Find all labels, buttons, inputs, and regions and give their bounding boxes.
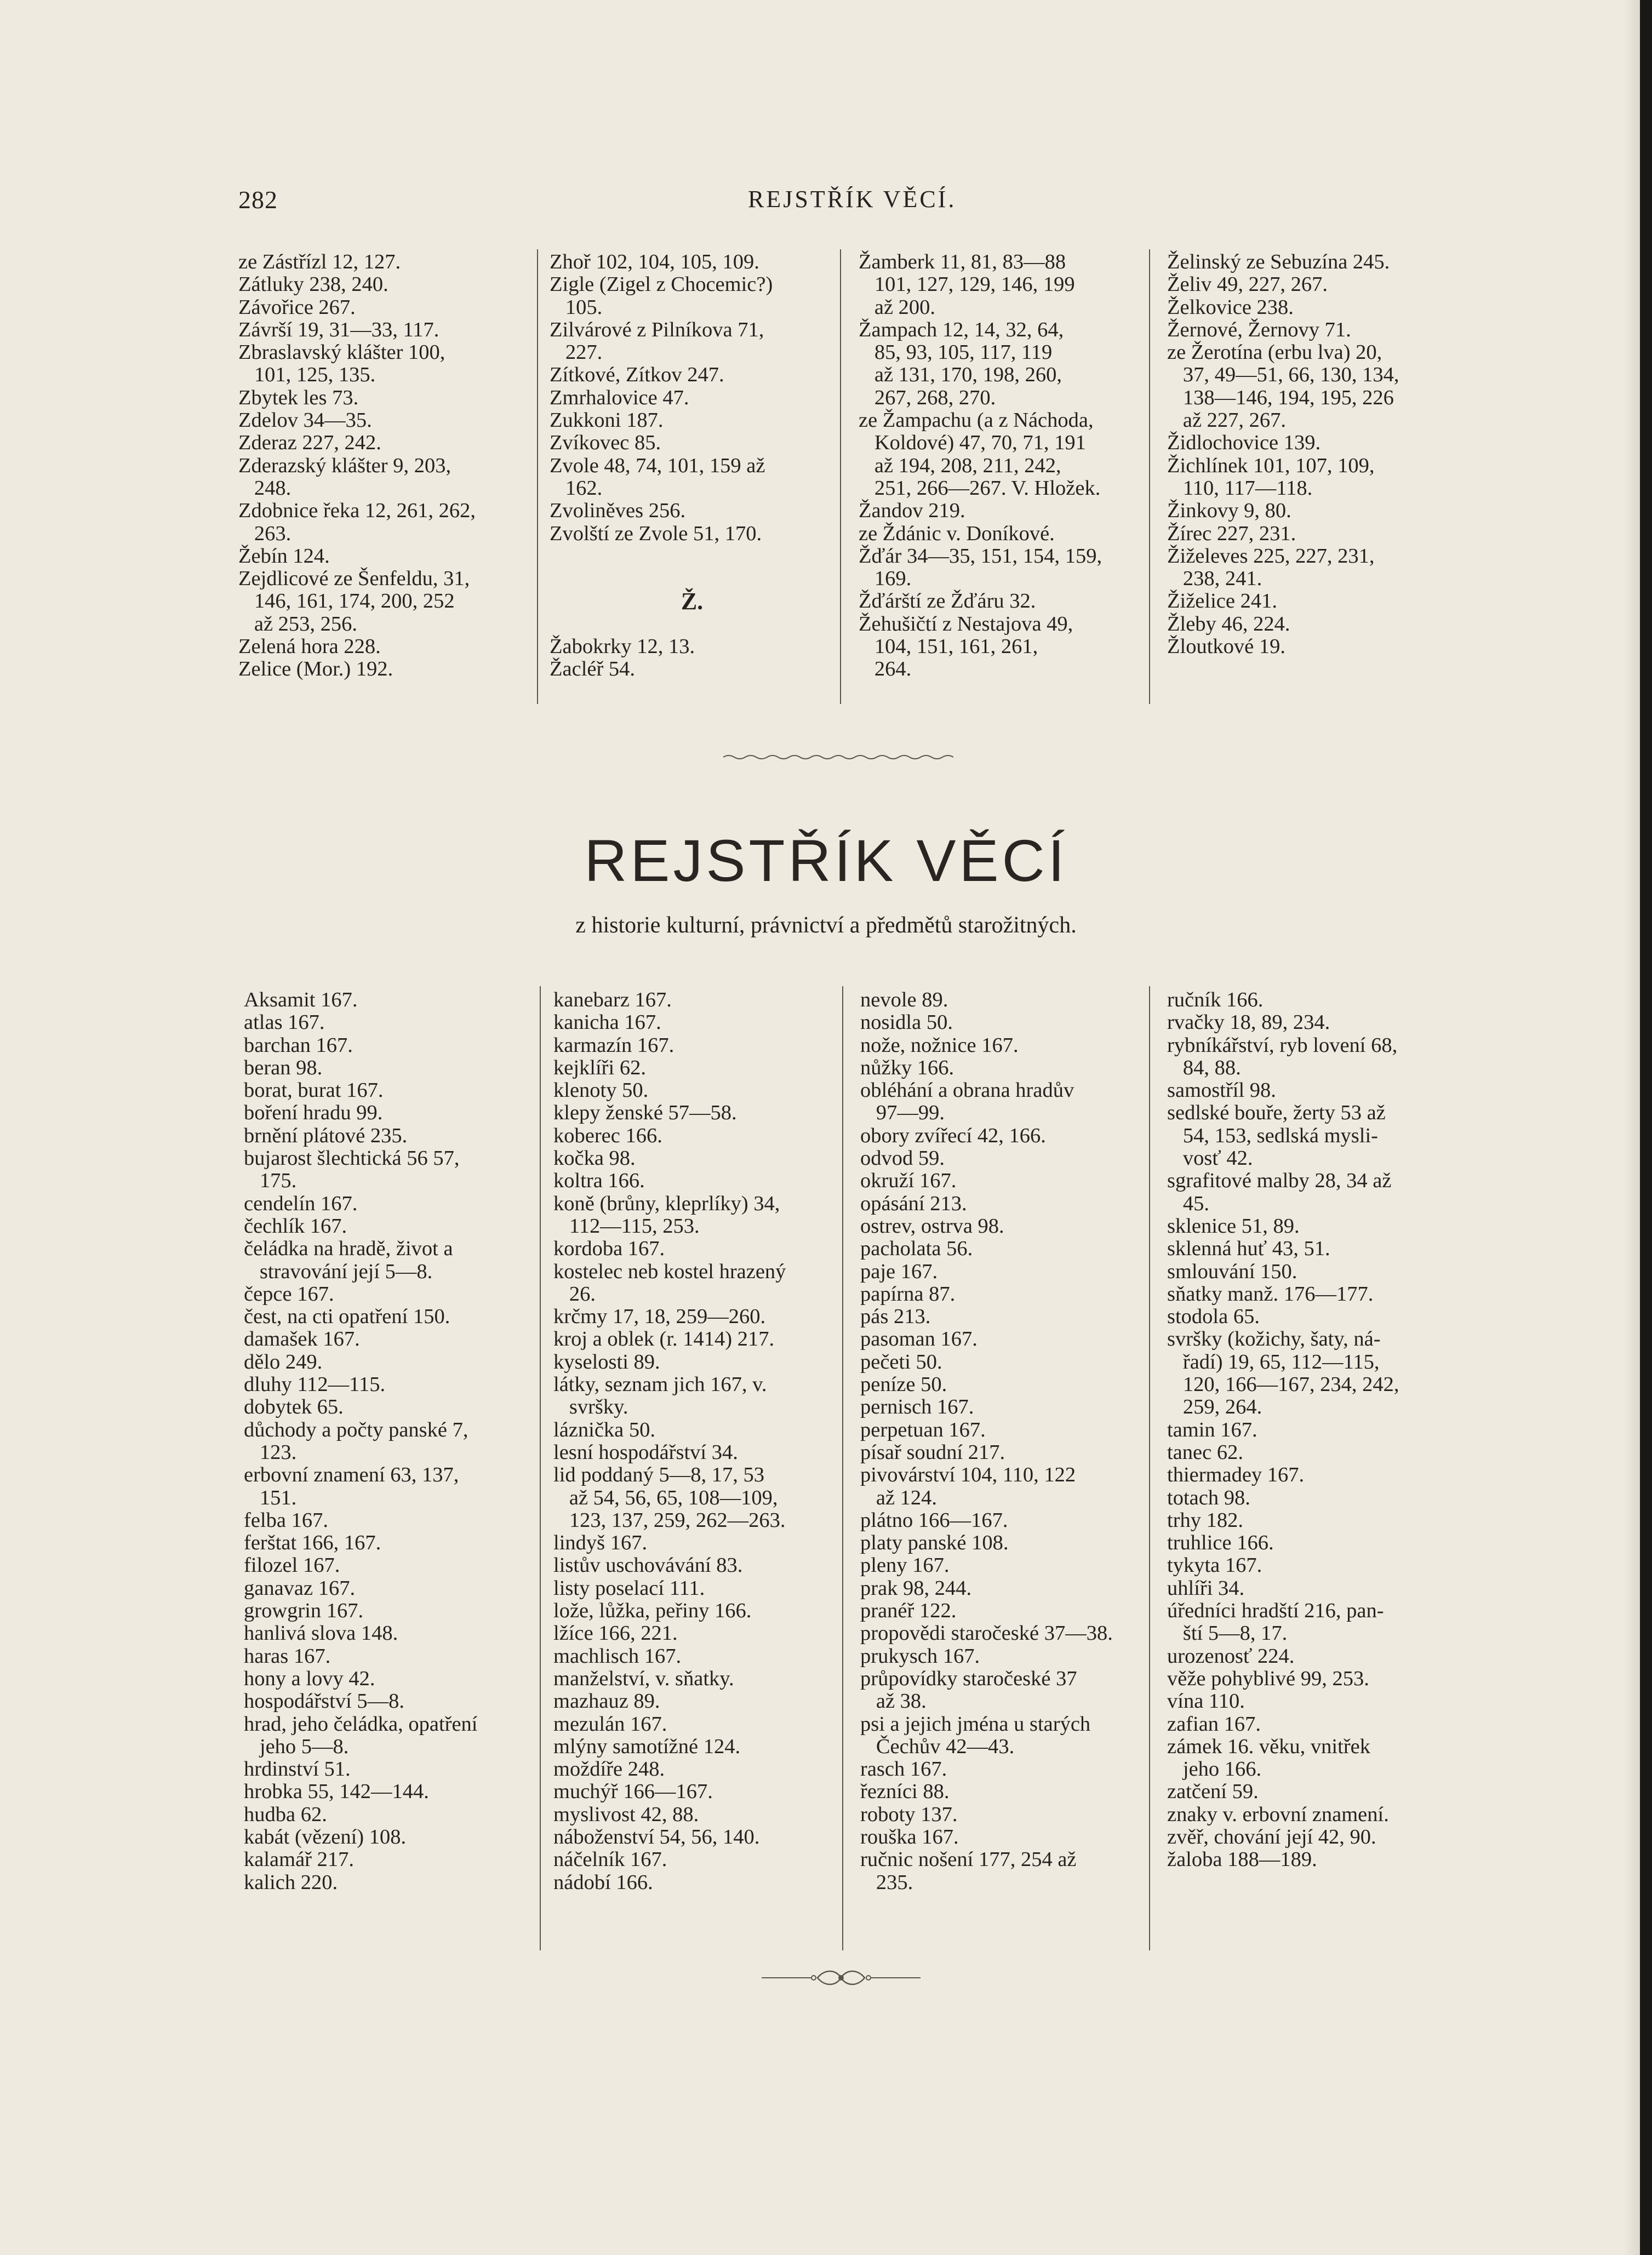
index-entry-line: mlýny samotížné 124. (553, 1735, 741, 1758)
index-entry-line: muchýř 166—167. (553, 1780, 713, 1804)
index-entry-line: ručnic nošení 177, 254 až (860, 1848, 1077, 1871)
index-entry-line: 227. (550, 341, 603, 364)
index-entry-line: samostříl 98. (1167, 1079, 1276, 1102)
index-entry-line: rybníkářství, ryb lovení 68, (1167, 1033, 1398, 1057)
index-entry-line: beran 98. (244, 1056, 323, 1079)
index-entry-line: 267, 268, 270. (859, 386, 996, 409)
index-entry-line: ští 5—8, 17. (1167, 1622, 1288, 1645)
index-entry-line: growgrin 167. (244, 1599, 364, 1623)
index-entry-line: Zvolští ze Zvole 51, 170. (550, 522, 762, 545)
index-entry-line: obory zvířecí 42, 166. (860, 1124, 1046, 1147)
index-entry-line: kroj a oblek (r. 1414) 217. (553, 1327, 775, 1351)
index-entry-line: Zdelov 34—35. (238, 409, 372, 432)
index-entry-line: až 38. (860, 1690, 927, 1713)
index-entry-line: dluhy 112—115. (244, 1373, 386, 1397)
index-entry-line: láznička 50. (553, 1418, 655, 1441)
index-entry-line: okruží 167. (860, 1169, 957, 1193)
index-entry-line: 162. (550, 476, 603, 500)
index-entry-line: látky, seznam jich 167, v. (553, 1373, 767, 1397)
index-entry-line: listy poselací 111. (553, 1576, 705, 1600)
index-entry-line: 26. (553, 1282, 596, 1306)
index-entry-line: Žďárští ze Žďáru 32. (859, 589, 1036, 613)
column-rule (540, 986, 541, 1950)
index-entry-line: 169. (859, 567, 912, 591)
index-entry-line: trhy 182. (1167, 1508, 1244, 1532)
running-title: REJSTŘÍK VĚCÍ. (748, 186, 957, 213)
index-entry-line: brnění plátové 235. (244, 1124, 408, 1147)
index-entry-line: ganavaz 167. (244, 1576, 356, 1600)
index-entry-line: Žacléř 54. (550, 657, 636, 681)
index-entry-line: Zderazský klášter 9, 203, (238, 454, 451, 477)
index-entry-line: nevole 89. (860, 988, 948, 1011)
index-entry-line: pivovárství 104, 110, 122 (860, 1463, 1076, 1487)
index-entry-line: uhlíři 34. (1167, 1576, 1245, 1600)
index-entry-line: svršky. (553, 1395, 628, 1419)
index-entry-line: peníze 50. (860, 1373, 947, 1397)
index-entry-line: 238, 241. (1167, 567, 1262, 591)
index-entry-line: žaloba 188—189. (1167, 1848, 1317, 1871)
index-entry-line: průpovídky staročeské 37 (860, 1667, 1077, 1690)
index-entry-line: 146, 161, 174, 200, 252 (238, 589, 455, 613)
index-entry-line: Žírec 227, 231. (1167, 522, 1296, 545)
index-entry-line: 54, 153, sedlská mysli- (1167, 1124, 1378, 1147)
index-entry-line: smlouvání 150. (1167, 1260, 1297, 1283)
top-index-column-1 (238, 251, 523, 681)
index-entry-line: 138—146, 194, 195, 226 (1167, 386, 1394, 409)
index-entry-line: Žiželeves 225, 227, 231, (1167, 544, 1375, 568)
index-entry-line: lindyš 167. (553, 1531, 648, 1555)
index-entry-line: nůžky 166. (860, 1056, 954, 1079)
index-entry-line: mezulán 167. (553, 1712, 667, 1736)
index-entry-line: ze Žampachu (a z Náchoda, (859, 409, 1094, 432)
index-entry-line: nosidla 50. (860, 1011, 953, 1034)
index-entry-line: 248. (238, 476, 291, 500)
index-entry-line: Žabokrky 12, 13. (550, 635, 695, 659)
index-entry-line: hospodářství 5—8. (244, 1690, 405, 1713)
column-rule (1149, 249, 1150, 704)
subject-index-column-2 (553, 989, 838, 1894)
index-entry-line: tykyta 167. (1167, 1554, 1262, 1577)
column-rule (537, 249, 538, 704)
index-entry-line: čechlík 167. (244, 1214, 347, 1238)
index-entry-line: hudba 62. (244, 1802, 327, 1826)
index-entry-line: až 131, 170, 198, 260, (859, 363, 1062, 387)
section-subtitle: z historie kulturní, právnictví a předmětů starožitných. (575, 913, 1077, 938)
index-entry-line: krčmy 17, 18, 259—260. (553, 1305, 766, 1329)
index-entry-line: psi a jejich jména u starých (860, 1712, 1091, 1736)
column-rule (842, 986, 843, 1950)
index-entry-line: tanec 62. (1167, 1440, 1243, 1464)
index-entry-line: Aksamit 167. (244, 988, 358, 1011)
index-entry-line: 123, 137, 259, 262—263. (553, 1508, 786, 1532)
index-entry-line: Želiv 49, 227, 267. (1167, 273, 1328, 296)
index-entry-line: ze Zástřízl 12, 127. (238, 250, 401, 273)
index-entry-line: až 200. (859, 295, 936, 319)
index-entry-line: Žehušičtí z Nestajova 49, (859, 612, 1073, 636)
index-entry-line: Žinkovy 9, 80. (1167, 499, 1291, 523)
index-entry-line: čest, na cti opatření 150. (244, 1305, 450, 1329)
index-entry-line: kostelec neb kostel hrazený (553, 1260, 786, 1283)
index-entry-line: cendelín 167. (244, 1192, 358, 1215)
index-entry-line: tamin 167. (1167, 1418, 1257, 1441)
index-entry-line: znaky v. erbovní znamení. (1167, 1802, 1389, 1826)
index-entry-line (550, 545, 834, 568)
index-entry-line: Žampach 12, 14, 32, 64, (859, 318, 1064, 341)
index-entry-line: věže pohyblivé 99, 253. (1167, 1667, 1369, 1690)
index-entry-line: Zilvárové z Pilníkova 71, (550, 318, 764, 341)
index-entry-line: až 194, 208, 211, 242, (859, 454, 1061, 477)
index-entry-line: karmazín 167. (553, 1033, 674, 1057)
top-index-column-3 (859, 251, 1144, 681)
index-entry-line: prukysch 167. (860, 1644, 980, 1668)
index-entry-line: 264. (859, 657, 912, 681)
index-entry-line: jeho 166. (1167, 1758, 1262, 1781)
index-entry-line: haras 167. (244, 1644, 331, 1668)
index-entry-line: Zukkoni 187. (550, 409, 664, 432)
index-entry-line: kanebarz 167. (553, 988, 672, 1011)
index-entry-line: 235. (860, 1870, 913, 1894)
index-entry-line: felba 167. (244, 1508, 328, 1532)
column-rule (1149, 986, 1150, 1950)
index-entry-line: sklenná huť 43, 51. (1167, 1237, 1330, 1261)
index-entry-line: pasoman 167. (860, 1327, 978, 1351)
index-entry-line: rvačky 18, 89, 234. (1167, 1011, 1330, 1034)
index-entry-line: hony a lovy 42. (244, 1667, 375, 1690)
index-entry-line: Zelená hora 228. (238, 635, 381, 659)
index-entry-line: zvěř, chování její 42, 90. (1167, 1825, 1376, 1848)
index-entry-line: pečeti 50. (860, 1350, 942, 1373)
index-entry-line: odvod 59. (860, 1147, 945, 1170)
index-entry-line: 175. (244, 1169, 297, 1193)
index-entry-line: ferštat 166, 167. (244, 1531, 381, 1555)
index-entry-line: svršky (kožichy, šaty, ná- (1167, 1327, 1381, 1351)
index-entry-line: 101, 127, 129, 146, 199 (859, 273, 1075, 296)
index-entry-line: Žichlínek 101, 107, 109, (1167, 454, 1375, 477)
index-entry-line: klenoty 50. (553, 1079, 649, 1102)
index-entry-line: Žamberk 11, 81, 83—88 (859, 250, 1066, 273)
index-entry-line: bujarost šlechtická 56 57, (244, 1147, 460, 1170)
index-entry-line: Zhoř 102, 104, 105, 109. (550, 250, 759, 273)
index-entry-line: Čechův 42—43. (860, 1735, 1015, 1758)
index-entry-line: úředníci hradští 216, pan- (1167, 1599, 1384, 1623)
subject-index-column-4 (1167, 989, 1474, 1871)
index-entry-line: myslivost 42, 88. (553, 1802, 699, 1826)
index-entry-line: hrdinství 51. (244, 1758, 351, 1781)
index-entry-line: listův uschovávání 83. (553, 1554, 743, 1577)
index-entry-line: boření hradu 99. (244, 1101, 383, 1125)
index-entry-line: pacholata 56. (860, 1237, 973, 1261)
index-entry-line: Želkovice 238. (1167, 295, 1294, 319)
subject-index-column-1 (244, 989, 529, 1894)
index-entry-line: Zítkové, Zítkov 247. (550, 363, 724, 387)
letter-heading: Ž. (681, 588, 704, 615)
index-entry-line: filozel 167. (244, 1554, 340, 1577)
index-entry-line: až 54, 56, 65, 108—109, (553, 1486, 778, 1509)
index-entry-line: řezníci 88. (860, 1780, 950, 1804)
index-entry-line: opásání 213. (860, 1192, 967, 1215)
index-entry-line: čeládka na hradě, život a (244, 1237, 453, 1261)
index-entry-line: čepce 167. (244, 1282, 334, 1306)
index-entry-line: ze Ždánic v. Doníkové. (859, 522, 1055, 545)
index-entry-line: stodola 65. (1167, 1305, 1260, 1329)
index-entry-line: 151. (244, 1486, 297, 1509)
page-number: 282 (238, 186, 278, 214)
index-entry-line: Želinský ze Sebuzína 245. (1167, 250, 1390, 273)
index-entry-line: sgrafitové malby 28, 34 až (1167, 1169, 1392, 1193)
index-entry-line: sklenice 51, 89. (1167, 1214, 1300, 1238)
index-entry-line: zafian 167. (1167, 1712, 1261, 1736)
index-entry-line: 45. (1167, 1192, 1209, 1215)
index-entry-line: moždíře 248. (553, 1758, 665, 1781)
index-entry-line: ostrev, ostrva 98. (860, 1214, 1004, 1238)
index-entry-line: kalich 220. (244, 1870, 338, 1894)
index-entry-line: 120, 166—167, 234, 242, (1167, 1373, 1399, 1397)
index-entry-line: dobytek 65. (244, 1395, 344, 1419)
index-entry-line: Žiželice 241. (1167, 589, 1277, 613)
index-entry-line: lesní hospodářství 34. (553, 1440, 738, 1464)
subject-index-column-3 (860, 989, 1145, 1894)
index-entry-line: prak 98, 244. (860, 1576, 972, 1600)
index-entry-line: ručník 166. (1167, 988, 1264, 1011)
index-entry-line: urozenosť 224. (1167, 1644, 1295, 1668)
index-entry-line: atlas 167. (244, 1011, 325, 1034)
index-entry-line: lože, lůžka, peřiny 166. (553, 1599, 752, 1623)
index-entry-line: zatčení 59. (1167, 1780, 1259, 1804)
index-entry-line: 101, 125, 135. (238, 363, 376, 387)
index-entry-line (550, 568, 834, 590)
index-entry-line: vosť 42. (1167, 1147, 1253, 1170)
index-entry-line: Žďár 34—35, 151, 154, 159, (859, 544, 1102, 568)
index-entry-line: pernisch 167. (860, 1395, 974, 1419)
index-entry-line: náčelník 167. (553, 1848, 667, 1871)
index-entry-line: Koldové) 47, 70, 71, 191 (859, 431, 1086, 455)
wavy-divider-ornament (723, 752, 953, 763)
index-entry-line: Zderaz 227, 242. (238, 431, 381, 455)
index-entry-line: paje 167. (860, 1260, 938, 1283)
index-entry-line: 110, 117—118. (1167, 476, 1313, 500)
index-entry-line: 84, 88. (1167, 1056, 1241, 1079)
index-entry-line: Žandov 219. (859, 499, 965, 523)
index-entry-line: stravování její 5—8. (244, 1260, 433, 1283)
index-entry-line: vína 110. (1167, 1690, 1245, 1713)
index-entry-line: dělo 249. (244, 1350, 323, 1373)
index-entry-line: damašek 167. (244, 1327, 360, 1351)
index-entry-line: papírna 87. (860, 1282, 956, 1306)
index-entry-line: Žloutkové 19. (1167, 635, 1285, 659)
page-gutter-shadow (1624, 0, 1640, 2255)
index-entry-line: jeho 5—8. (244, 1735, 349, 1758)
index-entry-line: koně (brůny, kleprlíky) 34, (553, 1192, 780, 1215)
index-entry-line: koltra 166. (553, 1169, 645, 1193)
index-entry-line: manželství, v. sňatky. (553, 1667, 734, 1690)
index-entry-line: kočka 98. (553, 1147, 636, 1170)
index-entry-line: zámek 16. věku, vnitřek (1167, 1735, 1370, 1758)
index-entry-line: nože, nožnice 167. (860, 1033, 1019, 1057)
index-entry-line: Žleby 46, 224. (1167, 612, 1290, 636)
section-title: REJSTŘÍK VĚCÍ (584, 827, 1068, 894)
index-entry-line: thiermadey 167. (1167, 1463, 1305, 1487)
index-entry-line: Žernové, Žernovy 71. (1167, 318, 1351, 341)
index-entry-line: až 124. (860, 1486, 938, 1509)
page-edge (1640, 0, 1652, 2255)
index-entry-line: platy panské 108. (860, 1531, 1009, 1555)
index-entry-line (550, 613, 834, 636)
index-entry-line: kanicha 167. (553, 1011, 661, 1034)
index-entry-line: Zvole 48, 74, 101, 159 až (550, 454, 765, 477)
index-entry-line: rouška 167. (860, 1825, 959, 1848)
index-entry-line: obléhání a obrana hradův (860, 1079, 1074, 1102)
index-entry-line: kyselosti 89. (553, 1350, 660, 1373)
index-entry-line: Zátluky 238, 240. (238, 273, 388, 296)
index-entry-line: hanlivá slova 148. (244, 1622, 398, 1645)
index-entry-line: klepy ženské 57—58. (553, 1101, 737, 1125)
index-entry-line: 123. (244, 1440, 297, 1464)
index-entry-line: Židlochovice 139. (1167, 431, 1321, 455)
index-entry-line: Závořice 267. (238, 295, 356, 319)
index-entry-line: koberec 166. (553, 1124, 662, 1147)
index-entry-line: lid poddaný 5—8, 17, 53 (553, 1463, 764, 1487)
index-entry-line: Závrší 19, 31—33, 117. (238, 318, 439, 341)
top-index-column-4 (1167, 251, 1474, 658)
index-entry-line: náboženství 54, 56, 140. (553, 1825, 760, 1848)
index-entry-line: Zvoliněves 256. (550, 499, 686, 523)
index-entry-line: kejklíři 62. (553, 1056, 646, 1079)
index-entry-line: borat, burat 167. (244, 1079, 384, 1102)
index-entry-line: erbovní znamení 63, 137, (244, 1463, 459, 1487)
index-entry-line: nádobí 166. (553, 1870, 653, 1894)
index-entry-line: 263. (238, 522, 291, 545)
index-entry-line: sňatky manž. 176—177. (1167, 1282, 1374, 1306)
index-entry-line: roboty 137. (860, 1802, 958, 1826)
index-entry-line: plátno 166—167. (860, 1508, 1008, 1532)
index-entry-line: barchan 167. (244, 1033, 353, 1057)
index-entry-line: až 227, 267. (1167, 409, 1287, 432)
index-entry-line: machlisch 167. (553, 1644, 682, 1668)
index-entry-line: 37, 49—51, 66, 130, 134, (1167, 363, 1399, 387)
index-entry-line: Zelice (Mor.) 192. (238, 657, 393, 681)
index-entry-line: kabát (vězení) 108. (244, 1825, 407, 1848)
index-entry-line: písař soudní 217. (860, 1440, 1005, 1464)
index-entry-line: Žebín 124. (238, 544, 330, 568)
index-entry-line: 105. (550, 295, 603, 319)
index-entry-line: hrad, jeho čeládka, opatření (244, 1712, 478, 1736)
index-entry-line: 251, 266—267. V. Hložek. (859, 476, 1101, 500)
end-ornament (762, 1967, 921, 1989)
index-entry-line: Zejdlicové ze Šenfeldu, 31, (238, 567, 470, 591)
index-entry-line: řadí) 19, 65, 112—115, (1167, 1350, 1380, 1373)
index-entry-line: 97—99. (860, 1101, 945, 1125)
index-entry-line: propovědi staročeské 37—38. (860, 1622, 1113, 1645)
index-entry-line: pleny 167. (860, 1554, 950, 1577)
index-entry-line: důchody a počty panské 7, (244, 1418, 468, 1441)
index-entry-line: Zdobnice řeka 12, 261, 262, (238, 499, 476, 523)
index-entry-line: rasch 167. (860, 1758, 947, 1781)
index-entry-line: 104, 151, 161, 261, (859, 635, 1038, 659)
index-entry-line: sedlské bouře, žerty 53 až (1167, 1101, 1386, 1125)
index-entry-line: Zigle (Zigel z Chocemic?) (550, 273, 773, 296)
top-index-column-2 (550, 251, 834, 681)
index-entry-line: 259, 264. (1167, 1395, 1262, 1419)
index-entry-line: pranéř 122. (860, 1599, 957, 1623)
index-entry-line: 85, 93, 105, 117, 119 (859, 341, 1053, 364)
index-entry-line: totach 98. (1167, 1486, 1250, 1509)
index-entry-line: hrobka 55, 142—144. (244, 1780, 429, 1804)
column-rule (840, 249, 841, 704)
index-entry-line: pás 213. (860, 1305, 931, 1329)
index-entry-line: ze Žerotína (erbu lva) 20, (1167, 341, 1382, 364)
index-entry-line: kordoba 167. (553, 1237, 665, 1261)
index-entry-line: kalamář 217. (244, 1848, 354, 1871)
index-entry-line: Zmrhalovice 47. (550, 386, 689, 409)
index-entry-line: až 253, 256. (238, 612, 358, 636)
index-entry-line: 112—115, 253. (553, 1214, 700, 1238)
index-entry-line: mazhauz 89. (553, 1690, 660, 1713)
index-entry-line: perpetuan 167. (860, 1418, 986, 1441)
index-entry-line: lžíce 166, 221. (553, 1622, 678, 1645)
index-entry-line: Zbraslavský klášter 100, (238, 341, 445, 364)
index-entry-line: Zvíkovec 85. (550, 431, 661, 455)
index-entry-line: Zbytek les 73. (238, 386, 359, 409)
index-entry-line: truhlice 166. (1167, 1531, 1274, 1555)
